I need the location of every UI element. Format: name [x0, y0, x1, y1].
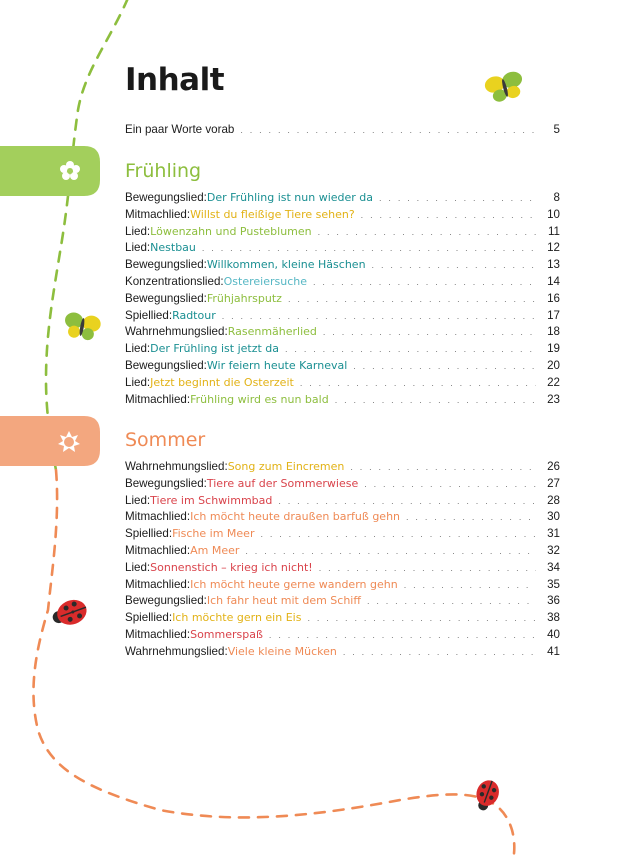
song-title: Frühjahrsputz: [206, 291, 282, 305]
song-category: Mitmachlied: [125, 543, 187, 557]
song-title: Willst du fleißige Tiere sehen?: [190, 207, 355, 221]
separator: :: [186, 207, 191, 221]
song-category: Bewegungslied: [125, 258, 204, 272]
song-title: Radtour: [172, 308, 216, 322]
song-title: Ich möcht heute draußen barfuß gehn: [190, 510, 401, 524]
separator: :: [146, 375, 151, 389]
separator: :: [186, 392, 191, 406]
song-title: Tiere auf der Sommerwiese: [206, 476, 359, 490]
song-title: Ich fahr heut mit dem Schiff: [206, 594, 361, 608]
separator: :: [203, 476, 207, 490]
leader-dots: [372, 257, 536, 274]
leader-dots: [313, 274, 536, 291]
separator: :: [186, 510, 191, 524]
toc-row[interactable]: [125, 493, 560, 510]
page-number: 8: [553, 191, 560, 204]
song-category: Bewegungslied: [125, 476, 204, 490]
song-category: Mitmachlied: [125, 392, 187, 406]
toc-row[interactable]: [125, 375, 560, 392]
song-title: Ich möcht heute gerne wandern gehn: [190, 577, 398, 591]
toc-row[interactable]: [125, 324, 560, 341]
song-category: Mitmachlied: [125, 627, 187, 641]
song-title: Fische im Meer: [172, 527, 255, 541]
song-category: Wahrnehmungslied: [125, 460, 225, 473]
song-category: Spiellied: [125, 611, 169, 625]
toc-row[interactable]: [125, 476, 560, 493]
toc-row[interactable]: [125, 560, 560, 577]
toc-row[interactable]: [125, 240, 560, 257]
leader-dots: [361, 207, 536, 224]
leader-dots: [353, 358, 536, 375]
leader-dots: [404, 577, 536, 594]
separator: :: [168, 308, 173, 322]
toc-row[interactable]: [125, 291, 560, 308]
leader-dots: [406, 509, 536, 526]
separator: :: [168, 611, 173, 625]
leader-dots: [288, 291, 536, 308]
song-category: Lied: [125, 560, 147, 574]
leader-dots: [278, 493, 536, 510]
leader-dots: [307, 610, 536, 627]
leader-dots: [367, 593, 536, 610]
page-number: 18: [547, 325, 560, 339]
leader-dots: [335, 392, 536, 409]
separator: :: [203, 191, 207, 204]
page-number: 10: [547, 207, 560, 221]
page-number: 34: [547, 560, 560, 574]
page-number: 13: [547, 258, 560, 272]
section-tab-fruehling: [0, 146, 100, 196]
dashed-flight-path-green: [46, 0, 128, 470]
song-category: Lied: [125, 224, 147, 238]
song-category: Bewegungslied: [125, 191, 204, 204]
butterfly-icon: [62, 311, 102, 342]
leader-dots: [350, 459, 536, 476]
song-title: Viele kleine Mücken: [227, 644, 337, 658]
leader-dots: [300, 375, 536, 392]
section-tab-sommer: [0, 416, 100, 466]
separator: :: [146, 493, 151, 507]
song-title: Willkommen, kleine Häschen: [206, 258, 366, 272]
leader-dots: [245, 543, 536, 560]
page-number: 20: [547, 358, 560, 372]
page-number: 35: [547, 577, 560, 591]
song-title: Sonnenstich – krieg ich nicht!: [150, 560, 313, 574]
toc-list-sommer: [125, 459, 560, 661]
page-number: 19: [547, 342, 560, 356]
song-category: Lied: [125, 342, 147, 356]
song-title: Ostereiersuche: [223, 274, 307, 288]
separator: :: [224, 460, 228, 473]
leader-dots: [379, 190, 536, 207]
song-title: Der Frühling ist nun wieder da: [206, 191, 374, 204]
toc-row[interactable]: [125, 308, 560, 325]
page-number: 41: [547, 644, 560, 658]
page-number: 11: [547, 224, 560, 238]
page-number: 28: [547, 493, 560, 507]
song-title: Rasenmäherlied: [227, 325, 317, 339]
song-title: Ich möchte gern ein Eis: [172, 611, 302, 625]
leader-dots: [260, 526, 536, 543]
page-number: 23: [547, 392, 560, 406]
leader-dots: [343, 644, 536, 661]
toc-row[interactable]: [125, 392, 560, 409]
song-title: Jetzt beginnt die Osterzeit: [150, 375, 294, 389]
separator: :: [186, 543, 191, 557]
toc-row[interactable]: [125, 358, 560, 375]
song-title: Wir feiern heute Karneval: [206, 358, 348, 372]
page-number: 12: [547, 241, 560, 255]
toc-row[interactable]: [125, 257, 560, 274]
section-heading-fruehling: Frühling: [125, 160, 202, 182]
page-number: 17: [547, 308, 560, 322]
song-category: Wahrnehmungslied: [125, 325, 225, 339]
song-category: Mitmachlied: [125, 510, 187, 524]
page-number: 22: [547, 375, 560, 389]
page-number: 26: [547, 460, 560, 473]
toc-row[interactable]: [125, 577, 560, 594]
toc-row[interactable]: [125, 274, 560, 291]
leader-dots: [285, 341, 536, 358]
song-title: Der Frühling ist jetzt da: [150, 342, 280, 356]
song-category: Lied: [125, 493, 147, 507]
separator: :: [186, 627, 191, 641]
song-title: Song zum Eincremen: [227, 460, 345, 473]
separator: :: [168, 527, 173, 541]
butterfly-icon: [483, 70, 526, 105]
separator: :: [146, 241, 151, 255]
ladybug-icon: [49, 596, 90, 631]
toc-row[interactable]: [125, 593, 560, 610]
toc-row[interactable]: [125, 610, 560, 627]
separator: :: [224, 644, 228, 658]
toc-row[interactable]: [125, 627, 560, 644]
separator: :: [146, 560, 151, 574]
page-number: 36: [547, 594, 560, 608]
page-number: 32: [547, 543, 560, 557]
leader-dots: [202, 240, 536, 257]
separator: :: [146, 224, 151, 238]
page-number: 16: [547, 291, 560, 305]
separator: :: [203, 291, 207, 305]
leader-dots: [319, 560, 536, 577]
separator: :: [186, 577, 191, 591]
song-category: Bewegungslied: [125, 291, 204, 305]
leader-dots: [240, 122, 536, 139]
separator: :: [203, 258, 207, 272]
song-category: Spiellied: [125, 527, 169, 541]
song-title: Frühling wird es nun bald: [190, 392, 329, 406]
separator: :: [224, 325, 228, 339]
song-title: Sommerspaß: [190, 627, 263, 641]
toc-row[interactable]: [125, 459, 560, 476]
separator: :: [220, 274, 224, 288]
song-category: Mitmachlied: [125, 207, 187, 221]
song-category: Bewegungslied: [125, 358, 204, 372]
toc-row[interactable]: [125, 543, 560, 560]
leader-dots: [318, 224, 536, 241]
song-category: Lied: [125, 241, 147, 255]
toc-row[interactable]: [125, 122, 560, 139]
song-category: Wahrnehmungslied: [125, 644, 225, 658]
song-category: Spiellied: [125, 308, 169, 322]
toc-row[interactable]: [125, 207, 560, 224]
page-number: 31: [547, 527, 560, 541]
song-title: Nestbau: [150, 241, 196, 255]
separator: :: [146, 342, 151, 356]
separator: :: [203, 594, 207, 608]
song-title: Am Meer: [190, 543, 240, 557]
page-number: 14: [547, 274, 560, 288]
leader-dots: [222, 308, 536, 325]
page-number: 5: [553, 123, 560, 136]
page-number: 40: [547, 627, 560, 641]
toc-row[interactable]: [125, 644, 560, 661]
leader-dots: [269, 627, 536, 644]
song-title: Löwenzahn und Pusteblumen: [150, 224, 312, 238]
section-heading-sommer: Sommer: [125, 429, 206, 451]
toc-intro: [125, 122, 560, 139]
song-category: Konzentrationslied: [125, 274, 221, 288]
toc-row[interactable]: [125, 190, 560, 207]
page-number: 27: [547, 476, 560, 490]
song-category: Bewegungslied: [125, 594, 204, 608]
page-number: 38: [547, 611, 560, 625]
toc-entry-label: Ein paar Worte vorab: [125, 123, 235, 136]
toc-row[interactable]: [125, 341, 560, 358]
toc-row[interactable]: [125, 526, 560, 543]
leader-dots: [364, 476, 536, 493]
song-category: Lied: [125, 375, 147, 389]
page-title: Inhalt: [125, 62, 225, 98]
separator: :: [203, 358, 207, 372]
toc-row[interactable]: [125, 224, 560, 241]
song-title: Tiere im Schwimmbad: [150, 493, 273, 507]
toc-list-fruehling: [125, 190, 560, 408]
toc-row[interactable]: [125, 509, 560, 526]
leader-dots: [323, 324, 536, 341]
song-category: Mitmachlied: [125, 577, 187, 591]
page-number: 30: [547, 510, 560, 524]
